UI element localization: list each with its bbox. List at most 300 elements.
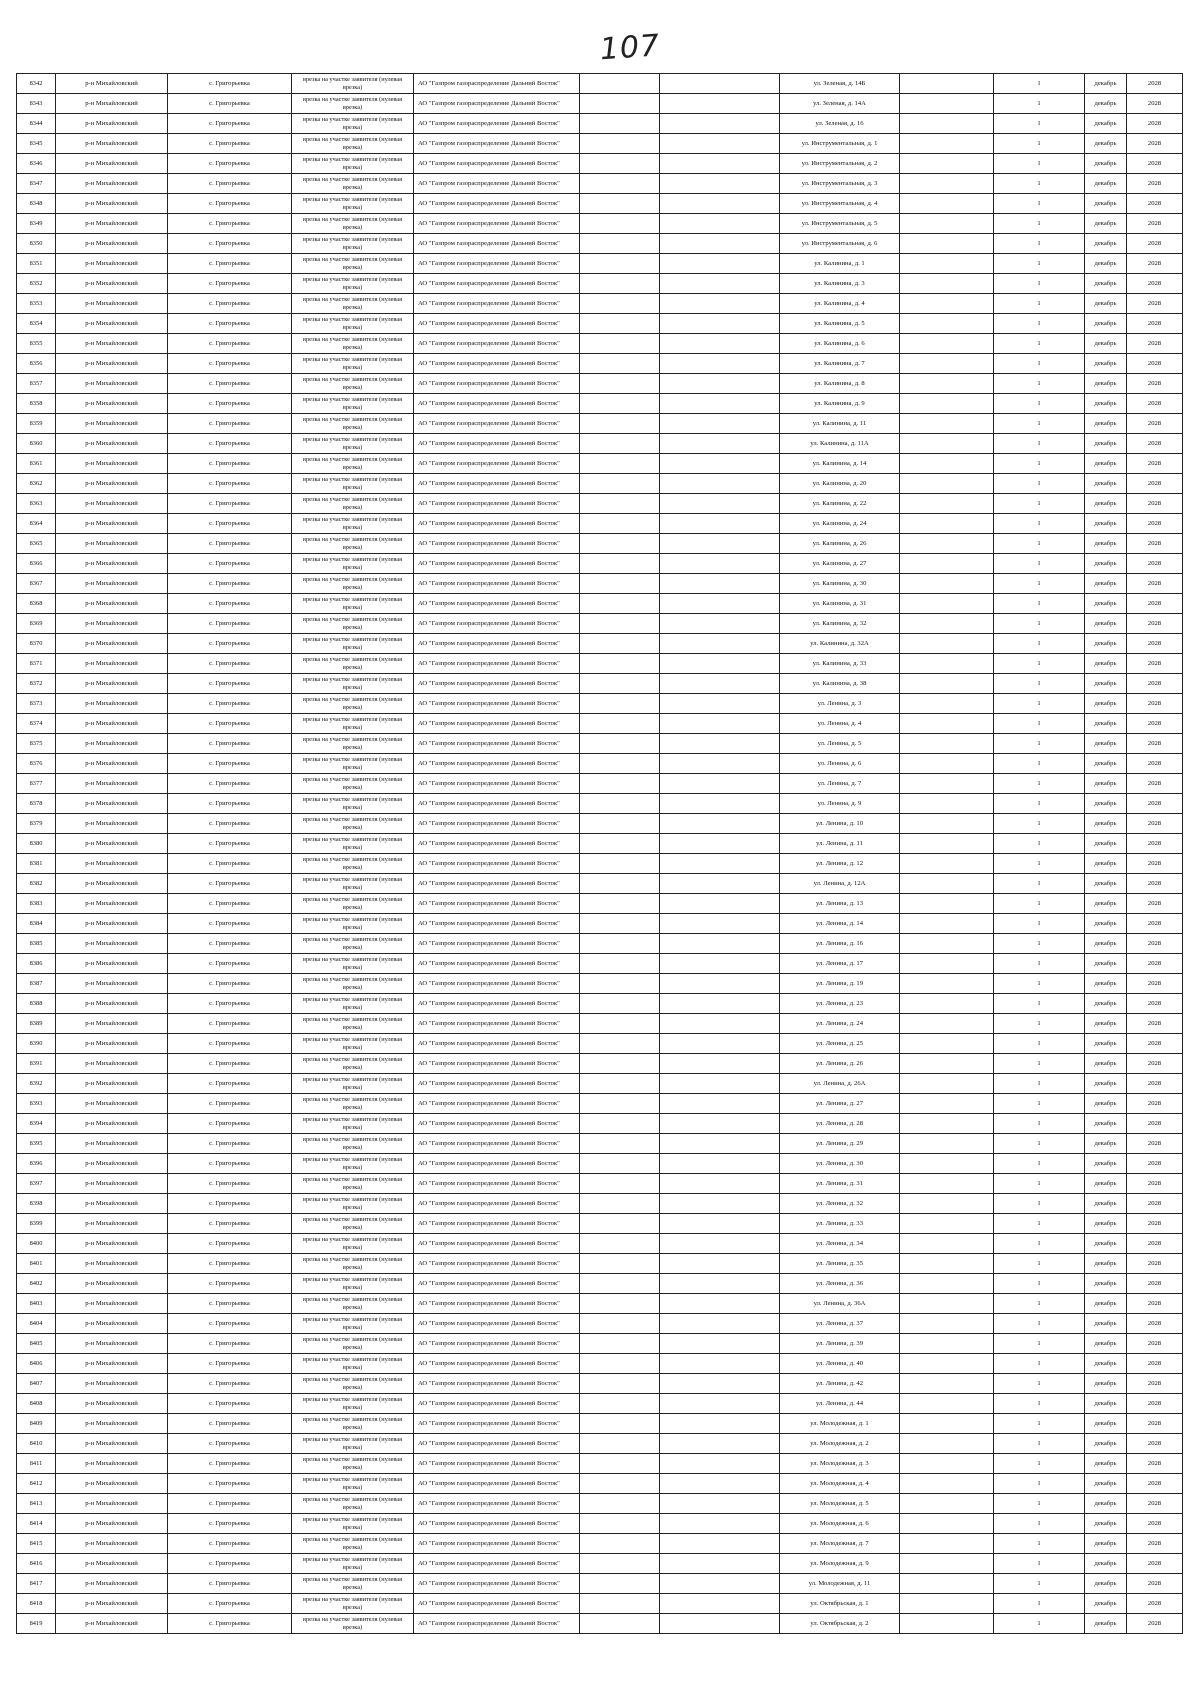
locality-cell: с. Григорьевка: [168, 1394, 292, 1414]
month-cell: декабрь: [1085, 1254, 1127, 1274]
empty-cell: [900, 1414, 994, 1434]
empty-cell: [580, 1374, 660, 1394]
district-cell: р-н Михайловский: [56, 574, 168, 594]
table-row: [17, 854, 1183, 874]
year-cell: 2028: [1127, 1474, 1183, 1494]
quantity-cell: 1: [994, 414, 1085, 434]
table-row: [17, 214, 1183, 234]
district-cell: р-н Михайловский: [56, 1294, 168, 1314]
year-cell: 2028: [1127, 754, 1183, 774]
month-cell: декабрь: [1085, 734, 1127, 754]
month-cell: декабрь: [1085, 1454, 1127, 1474]
address-cell: ул. Ленина, д. 31: [780, 1174, 900, 1194]
table-row: [17, 714, 1183, 734]
locality-cell: с. Григорьевка: [168, 894, 292, 914]
empty-cell: [900, 1054, 994, 1074]
registry-table: [16, 73, 1183, 1634]
empty-cell: [660, 454, 780, 474]
empty-cell: [900, 234, 994, 254]
empty-cell: [580, 174, 660, 194]
locality-cell: с. Григорьевка: [168, 454, 292, 474]
empty-cell: [900, 414, 994, 434]
locality-cell: с. Григорьевка: [168, 714, 292, 734]
empty-cell: [580, 1154, 660, 1174]
locality-cell: с. Григорьевка: [168, 574, 292, 594]
empty-cell: [900, 354, 994, 374]
year-cell: 2028: [1127, 994, 1183, 1014]
table-row: [17, 1114, 1183, 1134]
month-cell: декабрь: [1085, 1034, 1127, 1054]
empty-cell: [580, 1294, 660, 1314]
address-cell: ул. Ленина, д. 13: [780, 894, 900, 914]
locality-cell: с. Григорьевка: [168, 674, 292, 694]
address-cell: ул. Инструментальная, д. 5: [780, 214, 900, 234]
work-type-cell: врезка на участке заявителя (нулевая врезка): [292, 474, 414, 494]
month-cell: декабрь: [1085, 434, 1127, 454]
quantity-cell: 1: [994, 854, 1085, 874]
organization-cell: АО "Газпром газораспределение Дальний Восток": [414, 234, 580, 254]
address-cell: ул. Ленина, д. 32: [780, 1194, 900, 1214]
work-type-cell: врезка на участке заявителя (нулевая врезка): [292, 534, 414, 554]
address-cell: ул. Ленина, д. 24: [780, 1014, 900, 1034]
table-row: [17, 1534, 1183, 1554]
quantity-cell: 1: [994, 794, 1085, 814]
empty-cell: [660, 974, 780, 994]
organization-cell: АО "Газпром газораспределение Дальний Восток": [414, 274, 580, 294]
month-cell: декабрь: [1085, 1554, 1127, 1574]
address-cell: ул. Калинина, д. 11А: [780, 434, 900, 454]
row-number: 8381: [17, 854, 56, 874]
month-cell: декабрь: [1085, 174, 1127, 194]
locality-cell: с. Григорьевка: [168, 254, 292, 274]
district-cell: р-н Михайловский: [56, 234, 168, 254]
quantity-cell: 1: [994, 1114, 1085, 1134]
organization-cell: АО "Газпром газораспределение Дальний Восток": [414, 1174, 580, 1194]
row-number: 8398: [17, 1194, 56, 1214]
address-cell: ул. Ленина, д. 10: [780, 814, 900, 834]
organization-cell: АО "Газпром газораспределение Дальний Восток": [414, 1214, 580, 1234]
organization-cell: АО "Газпром газораспределение Дальний Восток": [414, 1334, 580, 1354]
empty-cell: [900, 434, 994, 454]
row-number: 8419: [17, 1614, 56, 1634]
address-cell: ул. Ленина, д. 42: [780, 1374, 900, 1394]
table-row: [17, 1574, 1183, 1594]
row-number: 8361: [17, 454, 56, 474]
empty-cell: [580, 554, 660, 574]
locality-cell: с. Григорьевка: [168, 414, 292, 434]
table-row: [17, 914, 1183, 934]
month-cell: декабрь: [1085, 1414, 1127, 1434]
empty-cell: [580, 1514, 660, 1534]
row-number: 8400: [17, 1234, 56, 1254]
work-type-cell: врезка на участке заявителя (нулевая врезка): [292, 1274, 414, 1294]
table-row: [17, 594, 1183, 614]
empty-cell: [580, 114, 660, 134]
address-cell: ул. Ленина, д. 35: [780, 1254, 900, 1274]
locality-cell: с. Григорьевка: [168, 1374, 292, 1394]
row-number: 8363: [17, 494, 56, 514]
empty-cell: [900, 514, 994, 534]
locality-cell: с. Григорьевка: [168, 494, 292, 514]
work-type-cell: врезка на участке заявителя (нулевая врезка): [292, 1134, 414, 1154]
locality-cell: с. Григорьевка: [168, 1474, 292, 1494]
organization-cell: АО "Газпром газораспределение Дальний Восток": [414, 974, 580, 994]
empty-cell: [660, 714, 780, 734]
row-number: 8384: [17, 914, 56, 934]
quantity-cell: 1: [994, 1574, 1085, 1594]
work-type-cell: врезка на участке заявителя (нулевая врезка): [292, 1054, 414, 1074]
organization-cell: АО "Газпром газораспределение Дальний Восток": [414, 1034, 580, 1054]
empty-cell: [660, 114, 780, 134]
month-cell: декабрь: [1085, 1574, 1127, 1594]
work-type-cell: врезка на участке заявителя (нулевая врезка): [292, 74, 414, 94]
year-cell: 2028: [1127, 1014, 1183, 1034]
table-row: [17, 74, 1183, 94]
month-cell: декабрь: [1085, 394, 1127, 414]
locality-cell: с. Григорьевка: [168, 1534, 292, 1554]
empty-cell: [900, 1614, 994, 1634]
table-row: [17, 534, 1183, 554]
locality-cell: с. Григорьевка: [168, 634, 292, 654]
address-cell: ул. Ленина, д. 6: [780, 754, 900, 774]
address-cell: ул. Ленина, д. 16: [780, 934, 900, 954]
organization-cell: АО "Газпром газораспределение Дальний Восток": [414, 514, 580, 534]
empty-cell: [660, 274, 780, 294]
work-type-cell: врезка на участке заявителя (нулевая врезка): [292, 714, 414, 734]
work-type-cell: врезка на участке заявителя (нулевая врезка): [292, 974, 414, 994]
empty-cell: [580, 634, 660, 654]
quantity-cell: 1: [994, 354, 1085, 374]
row-number: 8359: [17, 414, 56, 434]
work-type-cell: врезка на участке заявителя (нулевая врезка): [292, 1034, 414, 1054]
address-cell: ул. Ленина, д. 17: [780, 954, 900, 974]
address-cell: ул. Октябрьская, д. 1: [780, 1594, 900, 1614]
empty-cell: [580, 334, 660, 354]
table-row: [17, 934, 1183, 954]
work-type-cell: врезка на участке заявителя (нулевая врезка): [292, 194, 414, 214]
address-cell: ул. Ленина, д. 40: [780, 1354, 900, 1374]
organization-cell: АО "Газпром газораспределение Дальний Восток": [414, 394, 580, 414]
row-number: 8413: [17, 1494, 56, 1514]
registry-rows: [17, 74, 1183, 1634]
empty-cell: [900, 554, 994, 574]
row-number: 8364: [17, 514, 56, 534]
empty-cell: [900, 114, 994, 134]
row-number: 8351: [17, 254, 56, 274]
address-cell: ул. Ленина, д. 5: [780, 734, 900, 754]
address-cell: ул. Ленина, д. 11: [780, 834, 900, 854]
locality-cell: с. Григорьевка: [168, 814, 292, 834]
empty-cell: [580, 214, 660, 234]
quantity-cell: 1: [994, 1374, 1085, 1394]
quantity-cell: 1: [994, 1054, 1085, 1074]
organization-cell: АО "Газпром газораспределение Дальний Восток": [414, 1234, 580, 1254]
empty-cell: [580, 794, 660, 814]
year-cell: 2028: [1127, 1234, 1183, 1254]
district-cell: р-н Михайловский: [56, 1514, 168, 1534]
empty-cell: [900, 1474, 994, 1494]
organization-cell: АО "Газпром газораспределение Дальний Восток": [414, 554, 580, 574]
year-cell: 2028: [1127, 1514, 1183, 1534]
locality-cell: с. Григорьевка: [168, 194, 292, 214]
row-number: 8349: [17, 214, 56, 234]
month-cell: декабрь: [1085, 1154, 1127, 1174]
address-cell: ул. Зеленая, д. 14А: [780, 94, 900, 114]
row-number: 8366: [17, 554, 56, 574]
row-number: 8404: [17, 1314, 56, 1334]
address-cell: ул. Инструментальная, д. 1: [780, 134, 900, 154]
empty-cell: [900, 1394, 994, 1414]
quantity-cell: 1: [994, 674, 1085, 694]
quantity-cell: 1: [994, 74, 1085, 94]
empty-cell: [900, 1074, 994, 1094]
district-cell: р-н Михайловский: [56, 794, 168, 814]
locality-cell: с. Григорьевка: [168, 74, 292, 94]
locality-cell: с. Григорьевка: [168, 1554, 292, 1574]
month-cell: декабрь: [1085, 114, 1127, 134]
district-cell: р-н Михайловский: [56, 1154, 168, 1174]
district-cell: р-н Михайловский: [56, 254, 168, 274]
work-type-cell: врезка на участке заявителя (нулевая врезка): [292, 274, 414, 294]
row-number: 8414: [17, 1514, 56, 1534]
empty-cell: [580, 1314, 660, 1334]
quantity-cell: 1: [994, 1234, 1085, 1254]
district-cell: р-н Михайловский: [56, 354, 168, 374]
empty-cell: [660, 1334, 780, 1354]
empty-cell: [580, 1414, 660, 1434]
table-row: [17, 454, 1183, 474]
district-cell: р-н Михайловский: [56, 1234, 168, 1254]
row-number: 8342: [17, 74, 56, 94]
month-cell: декабрь: [1085, 1354, 1127, 1374]
work-type-cell: врезка на участке заявителя (нулевая врезка): [292, 394, 414, 414]
empty-cell: [660, 1194, 780, 1214]
empty-cell: [660, 514, 780, 534]
work-type-cell: врезка на участке заявителя (нулевая врезка): [292, 1394, 414, 1414]
district-cell: р-н Михайловский: [56, 1274, 168, 1294]
organization-cell: АО "Газпром газораспределение Дальний Восток": [414, 454, 580, 474]
empty-cell: [580, 1134, 660, 1154]
month-cell: декабрь: [1085, 1074, 1127, 1094]
empty-cell: [660, 474, 780, 494]
row-number: 8385: [17, 934, 56, 954]
empty-cell: [900, 1194, 994, 1214]
row-number: 8395: [17, 1134, 56, 1154]
month-cell: декабрь: [1085, 1214, 1127, 1234]
empty-cell: [580, 1034, 660, 1054]
locality-cell: с. Григорьевка: [168, 1094, 292, 1114]
row-number: 8353: [17, 294, 56, 314]
locality-cell: с. Григорьевка: [168, 594, 292, 614]
table-row: [17, 1474, 1183, 1494]
empty-cell: [660, 134, 780, 154]
work-type-cell: врезка на участке заявителя (нулевая врезка): [292, 334, 414, 354]
district-cell: р-н Михайловский: [56, 594, 168, 614]
locality-cell: с. Григорьевка: [168, 394, 292, 414]
empty-cell: [660, 414, 780, 434]
row-number: 8401: [17, 1254, 56, 1274]
locality-cell: с. Григорьевка: [168, 1034, 292, 1054]
locality-cell: с. Григорьевка: [168, 334, 292, 354]
address-cell: ул. Ленина, д. 26: [780, 1054, 900, 1074]
year-cell: 2028: [1127, 434, 1183, 454]
table-row: [17, 1494, 1183, 1514]
empty-cell: [660, 174, 780, 194]
row-number: 8408: [17, 1394, 56, 1414]
table-row: [17, 674, 1183, 694]
work-type-cell: врезка на участке заявителя (нулевая врезка): [292, 774, 414, 794]
quantity-cell: 1: [994, 1294, 1085, 1314]
empty-cell: [580, 234, 660, 254]
quantity-cell: 1: [994, 374, 1085, 394]
work-type-cell: врезка на участке заявителя (нулевая врезка): [292, 1574, 414, 1594]
district-cell: р-н Михайловский: [56, 854, 168, 874]
quantity-cell: 1: [994, 594, 1085, 614]
quantity-cell: 1: [994, 1014, 1085, 1034]
empty-cell: [660, 874, 780, 894]
empty-cell: [580, 94, 660, 114]
table-row: [17, 514, 1183, 534]
locality-cell: с. Григорьевка: [168, 354, 292, 374]
locality-cell: с. Григорьевка: [168, 1214, 292, 1234]
empty-cell: [580, 154, 660, 174]
empty-cell: [580, 714, 660, 734]
year-cell: 2028: [1127, 1394, 1183, 1414]
organization-cell: АО "Газпром газораспределение Дальний Восток": [414, 474, 580, 494]
month-cell: декабрь: [1085, 1594, 1127, 1614]
year-cell: 2028: [1127, 274, 1183, 294]
locality-cell: с. Григорьевка: [168, 1114, 292, 1134]
work-type-cell: врезка на участке заявителя (нулевая врезка): [292, 1474, 414, 1494]
quantity-cell: 1: [994, 974, 1085, 994]
locality-cell: с. Григорьевка: [168, 94, 292, 114]
work-type-cell: врезка на участке заявителя (нулевая врезка): [292, 634, 414, 654]
district-cell: р-н Михайловский: [56, 474, 168, 494]
row-number: 8356: [17, 354, 56, 374]
empty-cell: [900, 154, 994, 174]
empty-cell: [580, 1334, 660, 1354]
empty-cell: [580, 954, 660, 974]
address-cell: ул. Калинина, д. 5: [780, 314, 900, 334]
row-number: 8411: [17, 1454, 56, 1474]
empty-cell: [900, 1234, 994, 1254]
empty-cell: [580, 974, 660, 994]
table-row: [17, 694, 1183, 714]
table-row: [17, 434, 1183, 454]
month-cell: декабрь: [1085, 354, 1127, 374]
locality-cell: с. Григорьевка: [168, 374, 292, 394]
locality-cell: с. Григорьевка: [168, 234, 292, 254]
table-row: [17, 1254, 1183, 1274]
locality-cell: с. Григорьевка: [168, 134, 292, 154]
locality-cell: с. Григорьевка: [168, 1314, 292, 1334]
row-number: 8376: [17, 754, 56, 774]
month-cell: декабрь: [1085, 374, 1127, 394]
month-cell: декабрь: [1085, 654, 1127, 674]
year-cell: 2028: [1127, 1194, 1183, 1214]
district-cell: р-н Михайловский: [56, 1014, 168, 1034]
locality-cell: с. Григорьевка: [168, 114, 292, 134]
year-cell: 2028: [1127, 1074, 1183, 1094]
row-number: 8347: [17, 174, 56, 194]
empty-cell: [580, 1194, 660, 1214]
year-cell: 2028: [1127, 694, 1183, 714]
row-number: 8373: [17, 694, 56, 714]
locality-cell: с. Григорьевка: [168, 214, 292, 234]
row-number: 8372: [17, 674, 56, 694]
empty-cell: [660, 694, 780, 714]
empty-cell: [900, 1374, 994, 1394]
district-cell: р-н Михайловский: [56, 534, 168, 554]
empty-cell: [900, 374, 994, 394]
work-type-cell: врезка на участке заявителя (нулевая врезка): [292, 574, 414, 594]
year-cell: 2028: [1127, 394, 1183, 414]
locality-cell: с. Григорьевка: [168, 934, 292, 954]
month-cell: декабрь: [1085, 1474, 1127, 1494]
address-cell: ул. Ленина, д. 23: [780, 994, 900, 1014]
organization-cell: АО "Газпром газораспределение Дальний Восток": [414, 574, 580, 594]
organization-cell: АО "Газпром газораспределение Дальний Восток": [414, 1474, 580, 1494]
work-type-cell: врезка на участке заявителя (нулевая врезка): [292, 734, 414, 754]
address-cell: ул. Калинина, д. 7: [780, 354, 900, 374]
empty-cell: [660, 1134, 780, 1154]
empty-cell: [900, 1034, 994, 1054]
month-cell: декабрь: [1085, 1614, 1127, 1634]
quantity-cell: 1: [994, 454, 1085, 474]
address-cell: ул. Ленина, д. 26А: [780, 1074, 900, 1094]
address-cell: ул. Калинина, д. 30: [780, 574, 900, 594]
organization-cell: АО "Газпром газораспределение Дальний Восток": [414, 834, 580, 854]
month-cell: декабрь: [1085, 134, 1127, 154]
organization-cell: АО "Газпром газораспределение Дальний Восток": [414, 634, 580, 654]
row-number: 8386: [17, 954, 56, 974]
table-row: [17, 474, 1183, 494]
month-cell: декабрь: [1085, 94, 1127, 114]
month-cell: декабрь: [1085, 754, 1127, 774]
table-row: [17, 774, 1183, 794]
organization-cell: АО "Газпром газораспределение Дальний Восток": [414, 894, 580, 914]
address-cell: ул. Калинина, д. 31: [780, 594, 900, 614]
quantity-cell: 1: [994, 554, 1085, 574]
address-cell: ул. Инструментальная, д. 4: [780, 194, 900, 214]
work-type-cell: врезка на участке заявителя (нулевая врезка): [292, 494, 414, 514]
table-row: [17, 1274, 1183, 1294]
empty-cell: [660, 354, 780, 374]
empty-cell: [900, 934, 994, 954]
year-cell: 2028: [1127, 94, 1183, 114]
year-cell: 2028: [1127, 714, 1183, 734]
organization-cell: АО "Газпром газораспределение Дальний Восток": [414, 774, 580, 794]
district-cell: р-н Михайловский: [56, 1474, 168, 1494]
organization-cell: АО "Газпром газораспределение Дальний Восток": [414, 254, 580, 274]
organization-cell: АО "Газпром газораспределение Дальний Восток": [414, 1294, 580, 1314]
month-cell: декабрь: [1085, 1174, 1127, 1194]
table-row: [17, 1234, 1183, 1254]
empty-cell: [660, 1594, 780, 1614]
locality-cell: с. Григорьевка: [168, 1494, 292, 1514]
district-cell: р-н Михайловский: [56, 494, 168, 514]
year-cell: 2028: [1127, 534, 1183, 554]
locality-cell: с. Григорьевка: [168, 954, 292, 974]
locality-cell: с. Григорьевка: [168, 294, 292, 314]
row-number: 8399: [17, 1214, 56, 1234]
empty-cell: [580, 894, 660, 914]
month-cell: декабрь: [1085, 474, 1127, 494]
empty-cell: [900, 1334, 994, 1354]
table-row: [17, 834, 1183, 854]
quantity-cell: 1: [994, 334, 1085, 354]
quantity-cell: 1: [994, 1354, 1085, 1374]
